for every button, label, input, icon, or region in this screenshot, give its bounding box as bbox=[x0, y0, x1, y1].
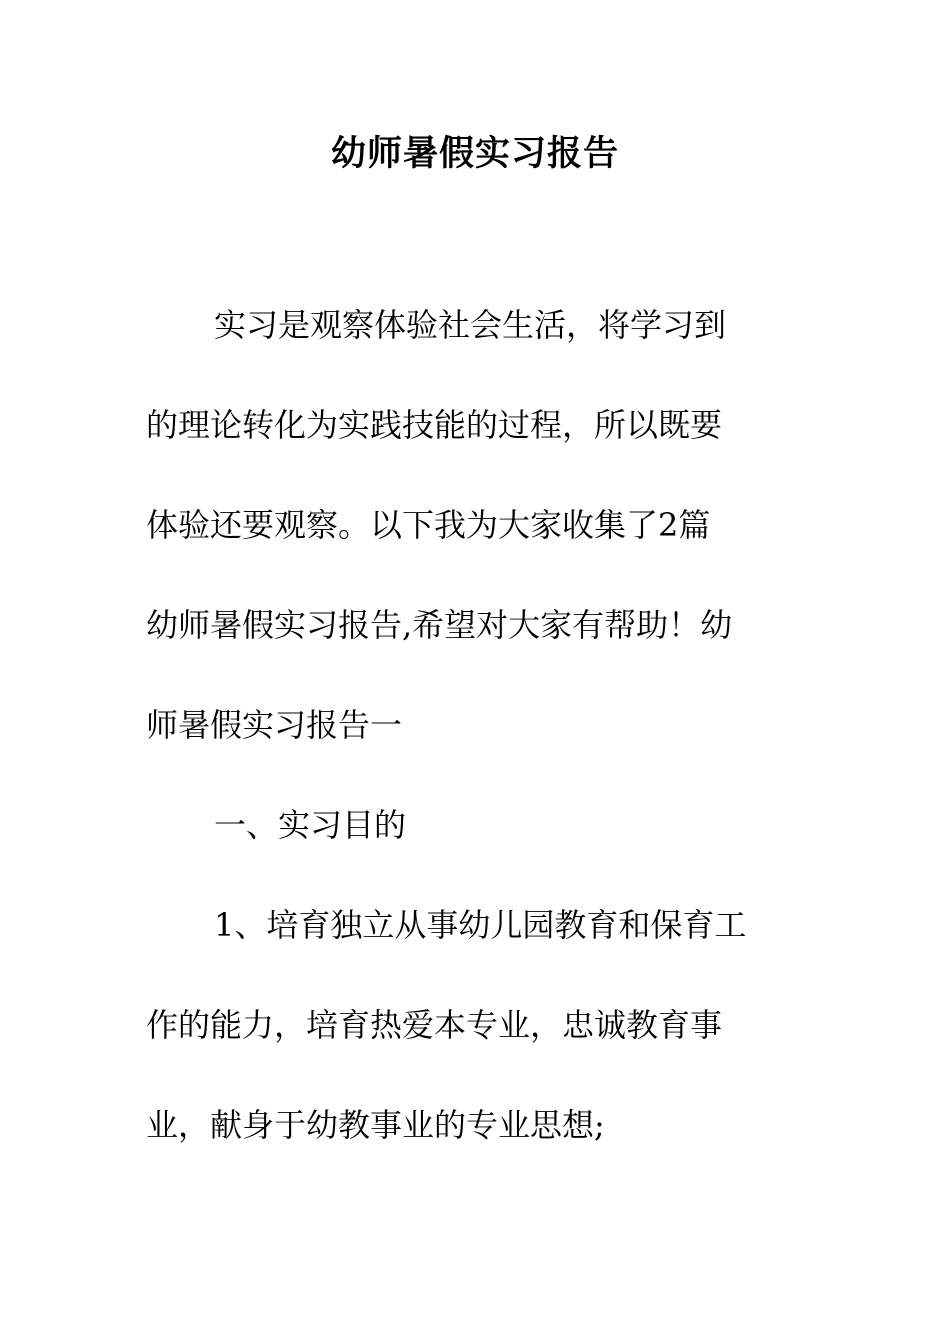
body-line-2: 的理论转化为实践技能的过程，所以既要 bbox=[146, 406, 723, 444]
body-line-8: 作的能力，培育热爱本专业，忠诚教育事 bbox=[146, 1006, 723, 1044]
body-line-7: 1、培育独立从事幼儿园教育和保育工 bbox=[214, 906, 747, 944]
section-heading: 一、实习目的 bbox=[214, 806, 407, 844]
body-line-1: 实习是观察体验社会生活，将学习到 bbox=[214, 306, 727, 344]
body-line-5: 师暑假实习报告一 bbox=[146, 706, 403, 744]
body-line-9: 业，献身于幼教事业的专业思想; bbox=[146, 1106, 605, 1144]
body-line-4: 幼师暑假实习报告,希望对大家有帮助！幼 bbox=[146, 606, 733, 644]
document-title: 幼师暑假实习报告 bbox=[330, 134, 619, 174]
body-line-3: 体验还要观察。以下我为大家收集了2篇 bbox=[146, 506, 711, 544]
